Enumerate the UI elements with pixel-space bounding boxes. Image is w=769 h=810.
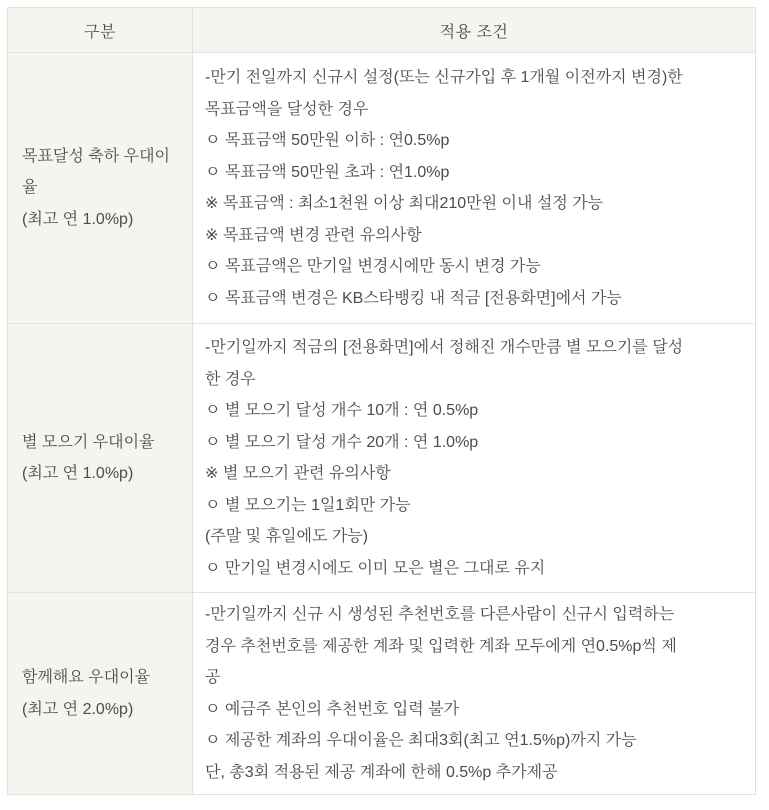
condition-line: 공 (205, 669, 221, 686)
condition-line: ※ 목표금액 변경 관련 유의사항 (205, 226, 422, 244)
condition-line: 목표금액을 달성한 경우 (205, 100, 369, 118)
table-header-row (8, 8, 756, 53)
condition-line: -만기일까지 신규 시 생성된 추천번호를 다른사람이 신규시 입력하는 (205, 606, 675, 623)
category-note: (최고 연 1.0%p) (22, 465, 134, 482)
conditions-cell (193, 593, 756, 795)
condition-line: ㅇ 예금주 본인의 추천번호 입력 불가 (205, 700, 460, 718)
condition-line: ㅇ 별 모으기는 1일1회만 가능 (205, 496, 411, 514)
condition-line: ㅇ 목표금액 50만원 이하 : 연0.5%p (205, 132, 450, 149)
table-row (8, 53, 756, 324)
condition-line: -만기일까지 적금의 [전용화면]에서 정해진 개수만큼 별 모으기를 달성 (205, 339, 684, 356)
category-cell (8, 593, 193, 795)
table-row (8, 593, 756, 795)
condition-line: ※ 목표금액 : 최소1천원 이상 최대210만원 이내 설정 가능 (205, 195, 604, 212)
condition-line: ㅇ 별 모으기 달성 개수 10개 : 연 0.5%p (205, 402, 479, 419)
condition-line: ㅇ 목표금액 50만원 초과 : 연1.0%p (205, 163, 450, 181)
category-cell (8, 53, 193, 324)
condition-line: ㅇ 목표금액 변경은 KB스타뱅킹 내 적금 [전용화면]에서 가능 (205, 289, 622, 307)
category-name: 목표달성 축하 우대이율 (22, 147, 170, 197)
conditions-cell (193, 53, 756, 324)
header-conditions: 적용 조건 (193, 8, 756, 53)
condition-line: -만기 전일까지 신규시 설정(또는 신규가입 후 1개월 이전까지 변경)한 (205, 69, 683, 86)
benefit-conditions-table (7, 7, 756, 795)
condition-line: ※ 별 모으기 관련 유의사항 (205, 465, 391, 482)
category-note: (최고 연 2.0%p) (22, 700, 134, 718)
header-category: 구분 (8, 8, 193, 53)
condition-line: ㅇ 목표금액은 만기일 변경시에만 동시 변경 가능 (205, 258, 541, 275)
condition-line: (주말 및 휴일에도 가능) (205, 528, 369, 545)
condition-line: 한 경우 (205, 370, 256, 388)
category-name: 별 모으기 우대이율 (22, 433, 155, 451)
table-row (8, 324, 756, 593)
category-cell (8, 324, 193, 593)
condition-line: ㅇ 제공한 계좌의 우대이율은 최대3회(최고 연1.5%p)까지 가능 (205, 732, 637, 749)
category-note: (최고 연 1.0%p) (22, 210, 134, 228)
condition-line: 단, 총3회 적용된 제공 계좌에 한해 0.5%p 추가제공 (205, 763, 558, 781)
condition-line: ㅇ 만기일 변경시에도 이미 모은 별은 그대로 유지 (205, 559, 546, 577)
condition-line: 경우 추천번호를 제공한 계좌 및 입력한 계좌 모두에게 연0.5%p씩 제 (205, 637, 677, 655)
condition-line: ㅇ 별 모으기 달성 개수 20개 : 연 1.0%p (205, 433, 479, 451)
conditions-cell (193, 324, 756, 593)
category-name: 함께해요 우대이율 (22, 669, 151, 686)
table-body (8, 53, 756, 795)
